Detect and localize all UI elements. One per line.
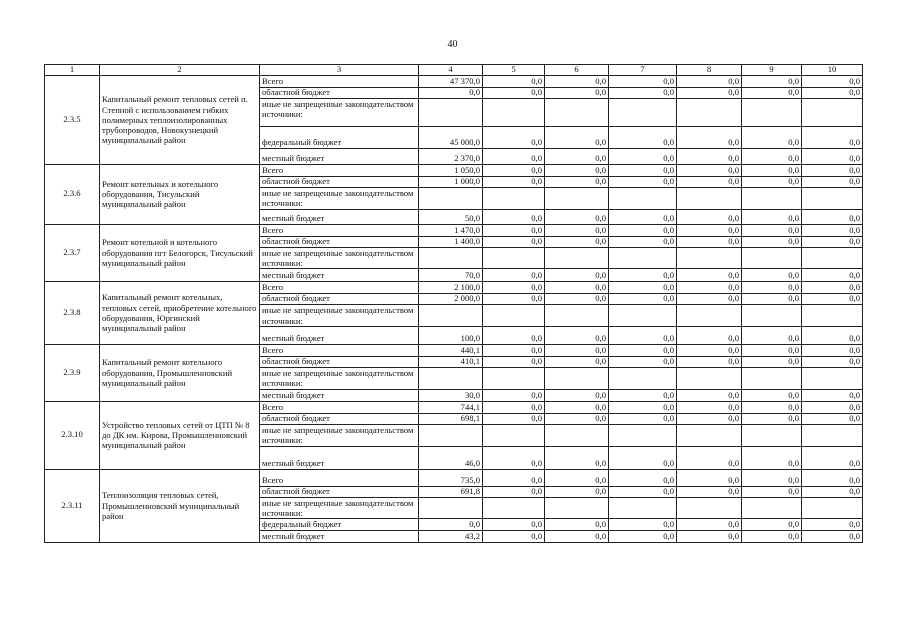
value-cell: 410,1 [419, 356, 483, 367]
value-cell: 698,1 [419, 413, 483, 424]
value-cell: 0,0 [742, 88, 802, 99]
value-cell: 0,0 [609, 127, 677, 149]
empty-cell [609, 424, 677, 446]
empty-cell [802, 305, 863, 327]
value-cell: 47 370,0 [419, 76, 483, 88]
value-cell: 0,0 [545, 389, 609, 401]
table-row [45, 165, 863, 177]
value-cell: 0,0 [609, 209, 677, 224]
item-name: Капитальный ремонт тепловых сетей п. Степной с использованием гибких полимерных теплоизолированных трубопроводов, Новокузнецкий муниципальный район [100, 76, 260, 165]
value-cell: 0,0 [742, 389, 802, 401]
value-cell: 0,0 [802, 269, 863, 282]
item-number: 2.3.11 [45, 469, 100, 543]
item-name: Ремонт котельной и котельного оборудования пгт Белогорск, Тисульский муниципальный район [100, 224, 260, 282]
source-label: областной бюджет [260, 356, 419, 367]
value-cell: 0,0 [545, 531, 609, 543]
value-cell: 0,0 [609, 401, 677, 413]
column-header: 6 [545, 65, 609, 76]
value-cell: 0,0 [677, 282, 742, 294]
value-cell: 0,0 [742, 282, 802, 294]
value-cell: 0,0 [483, 76, 545, 88]
value-cell: 0,0 [545, 209, 609, 224]
value-cell: 0,0 [609, 88, 677, 99]
value-cell: 0,0 [742, 344, 802, 356]
value-cell: 691,8 [419, 486, 483, 497]
item-name: Теплоизоляция тепловых сетей, Промышленновский муниципальный район [100, 469, 260, 543]
value-cell: 0,0 [677, 88, 742, 99]
value-cell: 0,0 [802, 531, 863, 543]
empty-cell [419, 367, 483, 389]
value-cell: 0,0 [677, 531, 742, 543]
value-cell: 46,0 [419, 446, 483, 469]
source-label: областной бюджет [260, 486, 419, 497]
source-label: местный бюджет [260, 446, 419, 469]
value-cell: 1 000,0 [419, 177, 483, 188]
value-cell: 0,0 [742, 224, 802, 236]
value-cell: 43,2 [419, 531, 483, 543]
value-cell: 0,0 [677, 344, 742, 356]
value-cell: 0,0 [677, 269, 742, 282]
empty-cell [742, 188, 802, 210]
value-cell: 0,0 [802, 326, 863, 344]
value-cell: 0,0 [609, 76, 677, 88]
column-header: 8 [677, 65, 742, 76]
value-cell: 0,0 [742, 294, 802, 305]
empty-cell [483, 247, 545, 269]
item-name: Капитальный ремонт котельных, тепловых сетей, приобретение котельного оборудования, Юргинский муниципальный район [100, 282, 260, 345]
source-label: областной бюджет [260, 236, 419, 247]
value-cell: 0,0 [483, 294, 545, 305]
value-cell: 0,0 [483, 269, 545, 282]
value-cell: 0,0 [545, 236, 609, 247]
value-cell: 0,0 [609, 282, 677, 294]
empty-cell [742, 367, 802, 389]
value-cell: 0,0 [609, 149, 677, 165]
value-cell: 0,0 [483, 389, 545, 401]
value-cell: 0,0 [742, 469, 802, 486]
value-cell: 0,0 [742, 209, 802, 224]
source-label: местный бюджет [260, 326, 419, 344]
value-cell: 0,0 [802, 165, 863, 177]
value-cell: 0,0 [483, 446, 545, 469]
value-cell: 0,0 [609, 236, 677, 247]
other-sources-label: иные не запрещенные законодательством источники: [260, 99, 419, 127]
value-cell: 0,0 [677, 486, 742, 497]
value-cell: 0,0 [483, 209, 545, 224]
value-cell: 0,0 [742, 127, 802, 149]
empty-cell [545, 497, 609, 519]
value-cell: 1 470,0 [419, 224, 483, 236]
source-label: федеральный бюджет [260, 127, 419, 149]
value-cell: 1 050,0 [419, 165, 483, 177]
empty-cell [677, 188, 742, 210]
item-name: Ремонт котельных и котельного оборудования, Тисульский муниципальный район [100, 165, 260, 225]
other-sources-label: иные не запрещенные законодательством источники: [260, 424, 419, 446]
empty-cell [419, 305, 483, 327]
source-label: Всего [260, 282, 419, 294]
empty-cell [419, 497, 483, 519]
value-cell: 0,0 [802, 294, 863, 305]
empty-cell [545, 424, 609, 446]
value-cell: 0,0 [677, 326, 742, 344]
item-name: Устройство тепловых сетей от ЦТП № 8 до ДК им. Кирова, Промышленновский муниципальный район [100, 401, 260, 469]
source-label: федеральный бюджет [260, 519, 419, 531]
value-cell: 0,0 [609, 165, 677, 177]
value-cell: 0,0 [677, 165, 742, 177]
value-cell: 0,0 [483, 413, 545, 424]
item-number: 2.3.8 [45, 282, 100, 345]
empty-cell [545, 367, 609, 389]
value-cell: 0,0 [677, 446, 742, 469]
empty-cell [609, 367, 677, 389]
value-cell: 0,0 [677, 224, 742, 236]
column-header: 9 [742, 65, 802, 76]
value-cell: 0,0 [545, 486, 609, 497]
value-cell: 0,0 [677, 519, 742, 531]
value-cell: 0,0 [802, 236, 863, 247]
table-row [45, 224, 863, 236]
source-label: Всего [260, 469, 419, 486]
value-cell: 0,0 [609, 224, 677, 236]
column-header: 5 [483, 65, 545, 76]
value-cell: 30,0 [419, 389, 483, 401]
value-cell: 0,0 [609, 326, 677, 344]
value-cell: 0,0 [609, 269, 677, 282]
value-cell: 0,0 [483, 356, 545, 367]
value-cell: 0,0 [609, 519, 677, 531]
value-cell: 0,0 [483, 282, 545, 294]
source-label: местный бюджет [260, 269, 419, 282]
empty-cell [802, 99, 863, 127]
value-cell: 0,0 [483, 469, 545, 486]
source-label: местный бюджет [260, 209, 419, 224]
value-cell: 0,0 [545, 177, 609, 188]
value-cell: 1 400,0 [419, 236, 483, 247]
item-number: 2.3.10 [45, 401, 100, 469]
source-label: Всего [260, 401, 419, 413]
value-cell: 0,0 [609, 531, 677, 543]
value-cell: 0,0 [742, 531, 802, 543]
value-cell: 0,0 [609, 486, 677, 497]
value-cell: 0,0 [802, 413, 863, 424]
table-body [45, 65, 863, 543]
empty-cell [483, 367, 545, 389]
item-name: Капитальный ремонт котельного оборудования, Промышленновский муниципальный район [100, 344, 260, 401]
column-header: 1 [45, 65, 100, 76]
value-cell: 0,0 [802, 344, 863, 356]
value-cell: 0,0 [483, 326, 545, 344]
empty-cell [677, 305, 742, 327]
column-header: 2 [100, 65, 260, 76]
value-cell: 0,0 [483, 165, 545, 177]
empty-cell [545, 188, 609, 210]
empty-cell [802, 497, 863, 519]
value-cell: 0,0 [677, 209, 742, 224]
value-cell: 0,0 [677, 76, 742, 88]
value-cell: 0,0 [802, 177, 863, 188]
empty-cell [802, 247, 863, 269]
empty-cell [419, 247, 483, 269]
value-cell: 0,0 [545, 344, 609, 356]
value-cell: 0,0 [483, 531, 545, 543]
value-cell: 0,0 [609, 469, 677, 486]
value-cell: 0,0 [802, 127, 863, 149]
value-cell: 0,0 [483, 224, 545, 236]
source-label: областной бюджет [260, 294, 419, 305]
source-label: местный бюджет [260, 389, 419, 401]
empty-cell [677, 247, 742, 269]
value-cell: 2 000,0 [419, 294, 483, 305]
empty-cell [609, 188, 677, 210]
value-cell: 0,0 [609, 177, 677, 188]
value-cell: 0,0 [609, 294, 677, 305]
value-cell: 0,0 [483, 127, 545, 149]
value-cell: 0,0 [802, 389, 863, 401]
value-cell: 0,0 [545, 356, 609, 367]
empty-cell [545, 247, 609, 269]
value-cell: 0,0 [802, 519, 863, 531]
value-cell: 0,0 [802, 224, 863, 236]
source-label: Всего [260, 224, 419, 236]
value-cell: 0,0 [802, 486, 863, 497]
value-cell: 0,0 [609, 356, 677, 367]
value-cell: 0,0 [742, 446, 802, 469]
value-cell: 0,0 [677, 401, 742, 413]
empty-cell [483, 424, 545, 446]
empty-cell [545, 305, 609, 327]
empty-cell [609, 99, 677, 127]
value-cell: 0,0 [545, 224, 609, 236]
value-cell: 0,0 [742, 326, 802, 344]
value-cell: 735,0 [419, 469, 483, 486]
table-row [45, 76, 863, 88]
item-number: 2.3.9 [45, 344, 100, 401]
budget-table [44, 64, 863, 543]
empty-cell [802, 188, 863, 210]
value-cell: 0,0 [483, 401, 545, 413]
item-number: 2.3.7 [45, 224, 100, 282]
value-cell: 0,0 [609, 344, 677, 356]
source-label: Всего [260, 76, 419, 88]
value-cell: 0,0 [419, 519, 483, 531]
value-cell: 0,0 [802, 446, 863, 469]
value-cell: 0,0 [545, 469, 609, 486]
value-cell: 0,0 [483, 88, 545, 99]
value-cell: 0,0 [742, 76, 802, 88]
value-cell: 0,0 [545, 269, 609, 282]
value-cell: 0,0 [609, 389, 677, 401]
header-row [45, 65, 863, 76]
value-cell: 0,0 [677, 413, 742, 424]
value-cell: 0,0 [609, 446, 677, 469]
value-cell: 70,0 [419, 269, 483, 282]
value-cell: 0,0 [677, 294, 742, 305]
value-cell: 0,0 [545, 282, 609, 294]
source-label: Всего [260, 165, 419, 177]
other-sources-label: иные не запрещенные законодательством источники: [260, 188, 419, 210]
value-cell: 0,0 [742, 356, 802, 367]
empty-cell [483, 497, 545, 519]
table-row [45, 401, 863, 413]
value-cell: 0,0 [742, 165, 802, 177]
column-header: 7 [609, 65, 677, 76]
value-cell: 0,0 [545, 294, 609, 305]
value-cell: 440,1 [419, 344, 483, 356]
empty-cell [677, 424, 742, 446]
value-cell: 0,0 [802, 401, 863, 413]
empty-cell [419, 99, 483, 127]
value-cell: 0,0 [483, 486, 545, 497]
value-cell: 0,0 [802, 209, 863, 224]
value-cell: 0,0 [545, 149, 609, 165]
other-sources-label: иные не запрещенные законодательством источники: [260, 497, 419, 519]
empty-cell [483, 305, 545, 327]
value-cell: 0,0 [742, 236, 802, 247]
value-cell: 0,0 [677, 356, 742, 367]
empty-cell [545, 99, 609, 127]
empty-cell [742, 305, 802, 327]
value-cell: 0,0 [419, 88, 483, 99]
column-header: 4 [419, 65, 483, 76]
value-cell: 0,0 [483, 236, 545, 247]
value-cell: 0,0 [545, 401, 609, 413]
value-cell: 0,0 [545, 326, 609, 344]
value-cell: 0,0 [483, 344, 545, 356]
value-cell: 0,0 [483, 519, 545, 531]
empty-cell [483, 99, 545, 127]
value-cell: 0,0 [742, 519, 802, 531]
value-cell: 2 370,0 [419, 149, 483, 165]
value-cell: 744,1 [419, 401, 483, 413]
value-cell: 0,0 [609, 413, 677, 424]
value-cell: 0,0 [545, 165, 609, 177]
value-cell: 0,0 [545, 76, 609, 88]
value-cell: 0,0 [742, 413, 802, 424]
value-cell: 0,0 [545, 127, 609, 149]
value-cell: 0,0 [677, 236, 742, 247]
page-number: 40 [447, 39, 458, 50]
value-cell: 0,0 [677, 149, 742, 165]
table-row [45, 469, 863, 486]
value-cell: 0,0 [483, 149, 545, 165]
other-sources-label: иные не запрещенные законодательством источники: [260, 247, 419, 269]
value-cell: 0,0 [545, 413, 609, 424]
empty-cell [742, 497, 802, 519]
value-cell: 100,0 [419, 326, 483, 344]
value-cell: 0,0 [802, 469, 863, 486]
other-sources-label: иные не запрещенные законодательством источники: [260, 305, 419, 327]
value-cell: 45 000,0 [419, 127, 483, 149]
value-cell: 0,0 [677, 177, 742, 188]
empty-cell [742, 99, 802, 127]
empty-cell [677, 497, 742, 519]
value-cell: 0,0 [483, 177, 545, 188]
source-label: областной бюджет [260, 88, 419, 99]
empty-cell [609, 497, 677, 519]
value-cell: 0,0 [545, 88, 609, 99]
source-label: местный бюджет [260, 149, 419, 165]
value-cell: 0,0 [802, 88, 863, 99]
value-cell: 0,0 [802, 282, 863, 294]
empty-cell [802, 367, 863, 389]
value-cell: 0,0 [802, 149, 863, 165]
value-cell: 50,0 [419, 209, 483, 224]
value-cell: 0,0 [545, 519, 609, 531]
source-label: областной бюджет [260, 413, 419, 424]
value-cell: 0,0 [802, 356, 863, 367]
empty-cell [742, 424, 802, 446]
item-number: 2.3.6 [45, 165, 100, 225]
value-cell: 0,0 [742, 177, 802, 188]
value-cell: 0,0 [677, 389, 742, 401]
empty-cell [419, 188, 483, 210]
source-label: областной бюджет [260, 177, 419, 188]
value-cell: 0,0 [742, 149, 802, 165]
empty-cell [483, 188, 545, 210]
value-cell: 0,0 [545, 446, 609, 469]
value-cell: 2 100,0 [419, 282, 483, 294]
source-label: местный бюджет [260, 531, 419, 543]
value-cell: 0,0 [742, 486, 802, 497]
other-sources-label: иные не запрещенные законодательством источники: [260, 367, 419, 389]
column-header: 10 [802, 65, 863, 76]
empty-cell [609, 247, 677, 269]
empty-cell [802, 424, 863, 446]
table-row [45, 344, 863, 356]
empty-cell [677, 367, 742, 389]
value-cell: 0,0 [677, 127, 742, 149]
table-row [45, 282, 863, 294]
empty-cell [419, 424, 483, 446]
item-number: 2.3.5 [45, 76, 100, 165]
empty-cell [742, 247, 802, 269]
value-cell: 0,0 [742, 269, 802, 282]
value-cell: 0,0 [677, 469, 742, 486]
value-cell: 0,0 [742, 401, 802, 413]
empty-cell [609, 305, 677, 327]
value-cell: 0,0 [802, 76, 863, 88]
source-label: Всего [260, 344, 419, 356]
empty-cell [677, 99, 742, 127]
column-header: 3 [260, 65, 419, 76]
